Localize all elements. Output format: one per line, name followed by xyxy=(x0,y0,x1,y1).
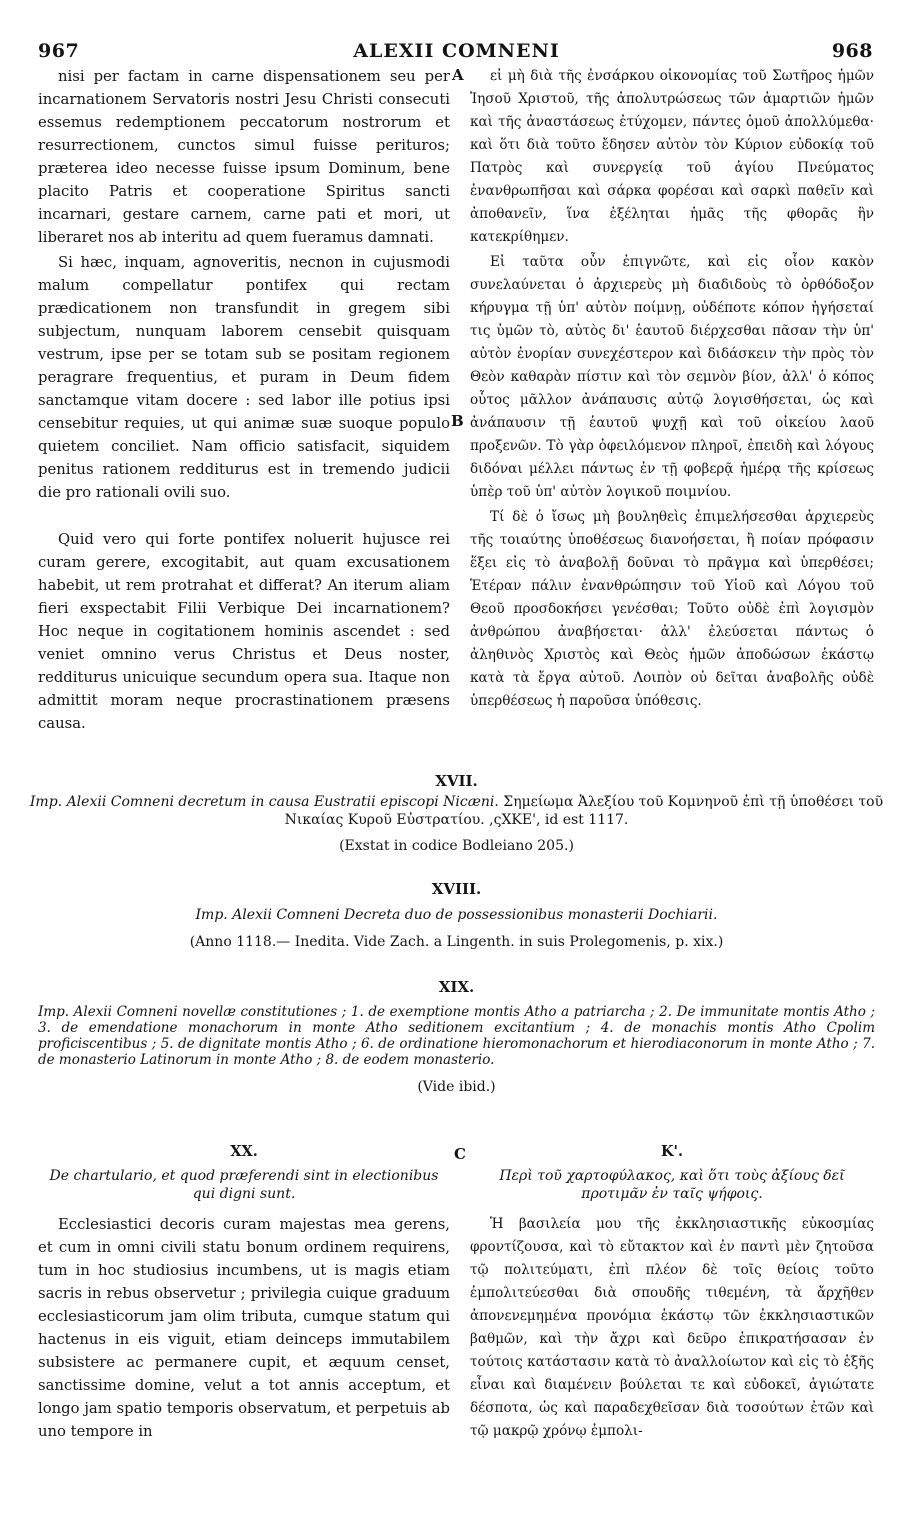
section-xix-number: XIX. xyxy=(438,978,475,996)
section-xx-number: XX. xyxy=(230,1143,258,1160)
section-xix-title: Imp. Alexii Comneni novellæ constitutiones ; 1. de exemptione montis Atho a patriarcha ; 2. De immunitate montis Atho ; 3. de emendatione monachorum in monte Atho seditionem excitantium ; 4. de monachis montis Atho Cpolim proficiscentibus ; 5. de dignitate montis Atho ; 6. de ordinatione hieromonachorum et hierodiaconorum in monte Atho ; 7. de monasterio Latinorum in monte Atho ; 8. de eodem monasterio. xyxy=(38,1004,875,1068)
section-xvii-title-greek: Σημείωμα Ἀλεξίου τοῦ Κομνηνοῦ ἐπὶ τῇ ὑποθέσει τοῦ Νικαίας Κυροῦ Εὐστρατίου. ,ςΧΚΕ', id est 1117. xyxy=(284,794,884,828)
greek-column-bottom xyxy=(470,1213,874,1443)
section-xviii-note: (Anno 1118.— Inedita. Vide Zach. a Lingenth. in suis Prolegomenis, p. xix.) xyxy=(189,934,724,950)
section-k-heading xyxy=(470,1143,874,1203)
greek-paragraph-2: Εἰ ταῦτα οὖν ἐπιγνῶτε, καὶ εἰς οἷον κακὸν συνελαύνεται ὁ ἀρχιερεὺς μὴ διαδιδοὺς τὸ ὀρθόδοξον κήρυγμα τῇ ὑπ' αὐτὸν ποίμνῃ, οὐδέποτε κόπον ἡγήσεταί τις ὑμῶν τὸ, αὐτὸς δι' ἑαυτοῦ διέρχεσθαι πᾶσαν τὴν ὑπ' αὐτὸν ἐνορίαν συνεχέστερον καὶ διδάσκειν τὴν πρὸς τὸν Θεὸν καθαρὰν πίστιν καὶ τὸν σεμνὸν βίον, ἀλλ' ὁ κόπος οὗτος μᾶλλον ἀνάπαυσις αὐτῷ λογισθήσεται, ὡς καὶ ἀνάπαυσιν τῇ ἑαυτοῦ ψυχῇ καὶ τοῦ οἰκείου λαοῦ προξενῶν. Τὸ γὰρ ὀφειλόμενον πληροῖ, ἐπειδὴ καὶ λόγους διδόναι μέλλει πάντως ἐν τῇ φοβερᾷ ἡμέρᾳ τῆς κρίσεως ὑπὲρ τοῦ ὑπ' αὐτὸν λογικοῦ ποιμνίου. xyxy=(470,254,874,500)
section-k-number: Κ'. xyxy=(660,1143,684,1160)
latin-paragraph-2: Si hæc, inquam, agnoveritis, necnon in cujusmodi malum compellatur pontifex qui rectam prædicationem non transfundit in gregem sibi subjectum, nunquam laborem censebit quisquam vestrum, ipse per se totam sub se positam regionem peragrare frequentius, et puram in Deum fidem sanctamque vitam docere : sed labor ille potius ipsi censebitur requies, ut qui animæ suæ suoque populo quietem conciliet. Nam officio satisfacit, siquidem penitus rationem redditurus est in tremendo judicii die pro rationali ovili suo. xyxy=(38,254,450,501)
greek-paragraph-3: Τί δὲ ὁ ἴσως μὴ βουληθεὶς ἐπιμελήσεσθαι ἀρχιερεὺς τῆς τοιαύτης ὑποθέσεως διανοήσεται, ἢ ποίαν πρόφασιν ἕξει εἰς τὸ ἀναβολῇ δοῦναι τὸ πρᾶγμα καὶ ὑπερθέσει; Ἑτέραν πάλιν ἐνανθρώπησιν τοῦ Υἱοῦ καὶ Λόγου τοῦ Θεοῦ προσδοκήσει γενέσθαι; Τοῦτο οὐδὲ ἐπὶ λογισμὸν ἀνθρώπου ἀναβήσεται· ἀλλ' ἐλεύσεται πάντως ὁ ἀληθινὸς Χριστὸς καὶ Θεὸς ἡμῶν ἀποδώσων ἑκάστῳ κατὰ τὰ ἔργα αὐτοῦ. Λοιπὸν οὐ δεῖται ἀναβολῆς οὐδὲ ὑπερθέσεως ἡ παροῦσα ὑπόθεσις. xyxy=(470,509,874,709)
section-xvii-number: XVII. xyxy=(435,772,478,790)
section-xvii xyxy=(20,772,893,855)
greek-column-top xyxy=(470,65,874,713)
section-xx-heading xyxy=(38,1143,450,1203)
section-xvii-title-latin: Imp. Alexii Comneni decretum in causa Eustratii episcopi Nicæni. xyxy=(29,794,499,810)
latin-paragraph-3: Quid vero qui forte pontifex noluerit hujusce rei curam gerere, excogitabit, aut quam excusationem habebit, ut rem protrahat et differat? An iterum aliam fieri exspectabit Filii Verbique Dei incarnationem? Hoc neque in cogitationem hominis ascendet : sed veniet omnino verus Christus et Deus noster, redditurus unicuique secundum opera sua. Itaque non admittit moram neque procrastinationem præsens causa. xyxy=(38,531,450,732)
running-title: ALEXII COMNENI xyxy=(353,40,560,62)
margin-marker-b: B xyxy=(451,412,464,430)
section-xviii-number: XVIII. xyxy=(431,880,482,898)
latin-column-bottom xyxy=(38,1213,450,1443)
latin-column-top xyxy=(38,65,450,735)
greek-bottom-paragraph: Ἡ βασιλεία μου τῆς ἐκκλησιαστικῆς εὐκοσμίας φροντίζουσα, καὶ τὸ εὔτακτον καὶ ἐν παντὶ μὲν ζητοῦσα τῷ πολιτεύματι, ἐπὶ πλέον δὲ τοῖς θείοις τοῦτο ἐμπολιτεύεσθαι διὰ σπουδῆς τιθεμένη, τὰ ἄρχῆθεν ἀπονενεμημένα προνόμια ἑκάστῳ τῶν ἐκκλησιαστικῶν βαθμῶν, καὶ τὴν ἄχρι καὶ δεῦρο ἐπικρατήσασαν ἐν τούτοις κατάστασιν κατὰ τὸ ἀναλλοίωτον καὶ εἰς τὸ ἑξῆς εἶναι καὶ διαμένειν βούλεται τε καὶ εὐδοκεῖ, ἁγιώτατε δέσποτα, ὡς καὶ παραδεχθεῖσαν διὰ τοσούτων ἐτῶν καὶ τῷ μακρῷ χρόνῳ ἐμπολι- xyxy=(470,1216,874,1439)
margin-marker-c: C xyxy=(454,1145,466,1163)
page-number-right: 968 xyxy=(831,40,873,62)
section-xvii-note: (Exstat in codice Bodleiano 205.) xyxy=(339,838,574,854)
section-xix xyxy=(20,978,893,1096)
section-xviii xyxy=(20,880,893,951)
margin-marker-a: A xyxy=(452,66,464,84)
section-xix-note: (Vide ibid.) xyxy=(417,1079,496,1095)
page-number-left: 967 xyxy=(38,40,80,62)
section-xviii-title: Imp. Alexii Comneni Decreta duo de possessionibus monasterii Dochiarii. xyxy=(195,907,718,923)
section-k-title: Περὶ τοῦ χαρτοφύλακος, καὶ ὅτι τοὺς ἀξίους δεῖ προτιμᾶν ἐν ταῖς ψήφοις. xyxy=(499,1168,845,1202)
latin-paragraph-1: nisi per factam in carne dispensationem seu per incarnationem Servatoris nostri Jesu Christi consecuti essemus redemptionem peccatorum nostrorum et resurrectionem, cunctos simul fuisse perituros; præterea ideo necesse fuisse ipsum Dominum, bene placito Patris et cooperatione Spiritus sancti incarnari, gestare carnem, carne pati et mori, ut liberaret nos ab interitu ad quem fueramus damnati. xyxy=(38,68,450,246)
latin-bottom-paragraph: Ecclesiastici decoris curam majestas mea gerens, et cum in omni civili statu bonum ordinem requirens, tum in hoc studiosius incumbens, ut is magis etiam sacris in rebus observetur ; privilegia cuique graduum ecclesiasticorum jam olim tributa, cumque statum qui hactenus in eis viguit, etiam deinceps immutabilem subsistere ac permanere cupit, et æquum censet, sanctissime domine, velut a tot annis acceptum, et longo jam spatio temporis observatum, et perpetuis ab uno tempore in xyxy=(38,1216,450,1440)
greek-paragraph-1: εἰ μὴ διὰ τῆς ἐνσάρκου οἰκονομίας τοῦ Σωτῆρος ἡμῶν Ἰησοῦ Χριστοῦ, τῆς ἀπολυτρώσεως τῶν ἁμαρτιῶν ἡμῶν καὶ τῆς ἀναστάσεως ἐτύχομεν, πάντες ὁμοῦ ἀπολλύμεθα· καὶ ὅτι διὰ τοῦτο ἔδησεν αὐτὸν τὸν Κύριον εὐδοκίᾳ τοῦ Πατρὸς καὶ συνεργείᾳ τοῦ ἁγίου Πνεύματος ἐνανθρωπῆσαι καὶ σάρκα φορέσαι καὶ σαρκὶ παθεῖν καὶ ἀποθανεῖν, ἵνα ἐξέληται ἡμᾶς τῆς φθορᾶς ἣν κατεκρίθημεν. xyxy=(470,68,874,245)
section-xx-title: De chartulario, et quod præferendi sint in electionibus qui digni sunt. xyxy=(49,1168,439,1202)
